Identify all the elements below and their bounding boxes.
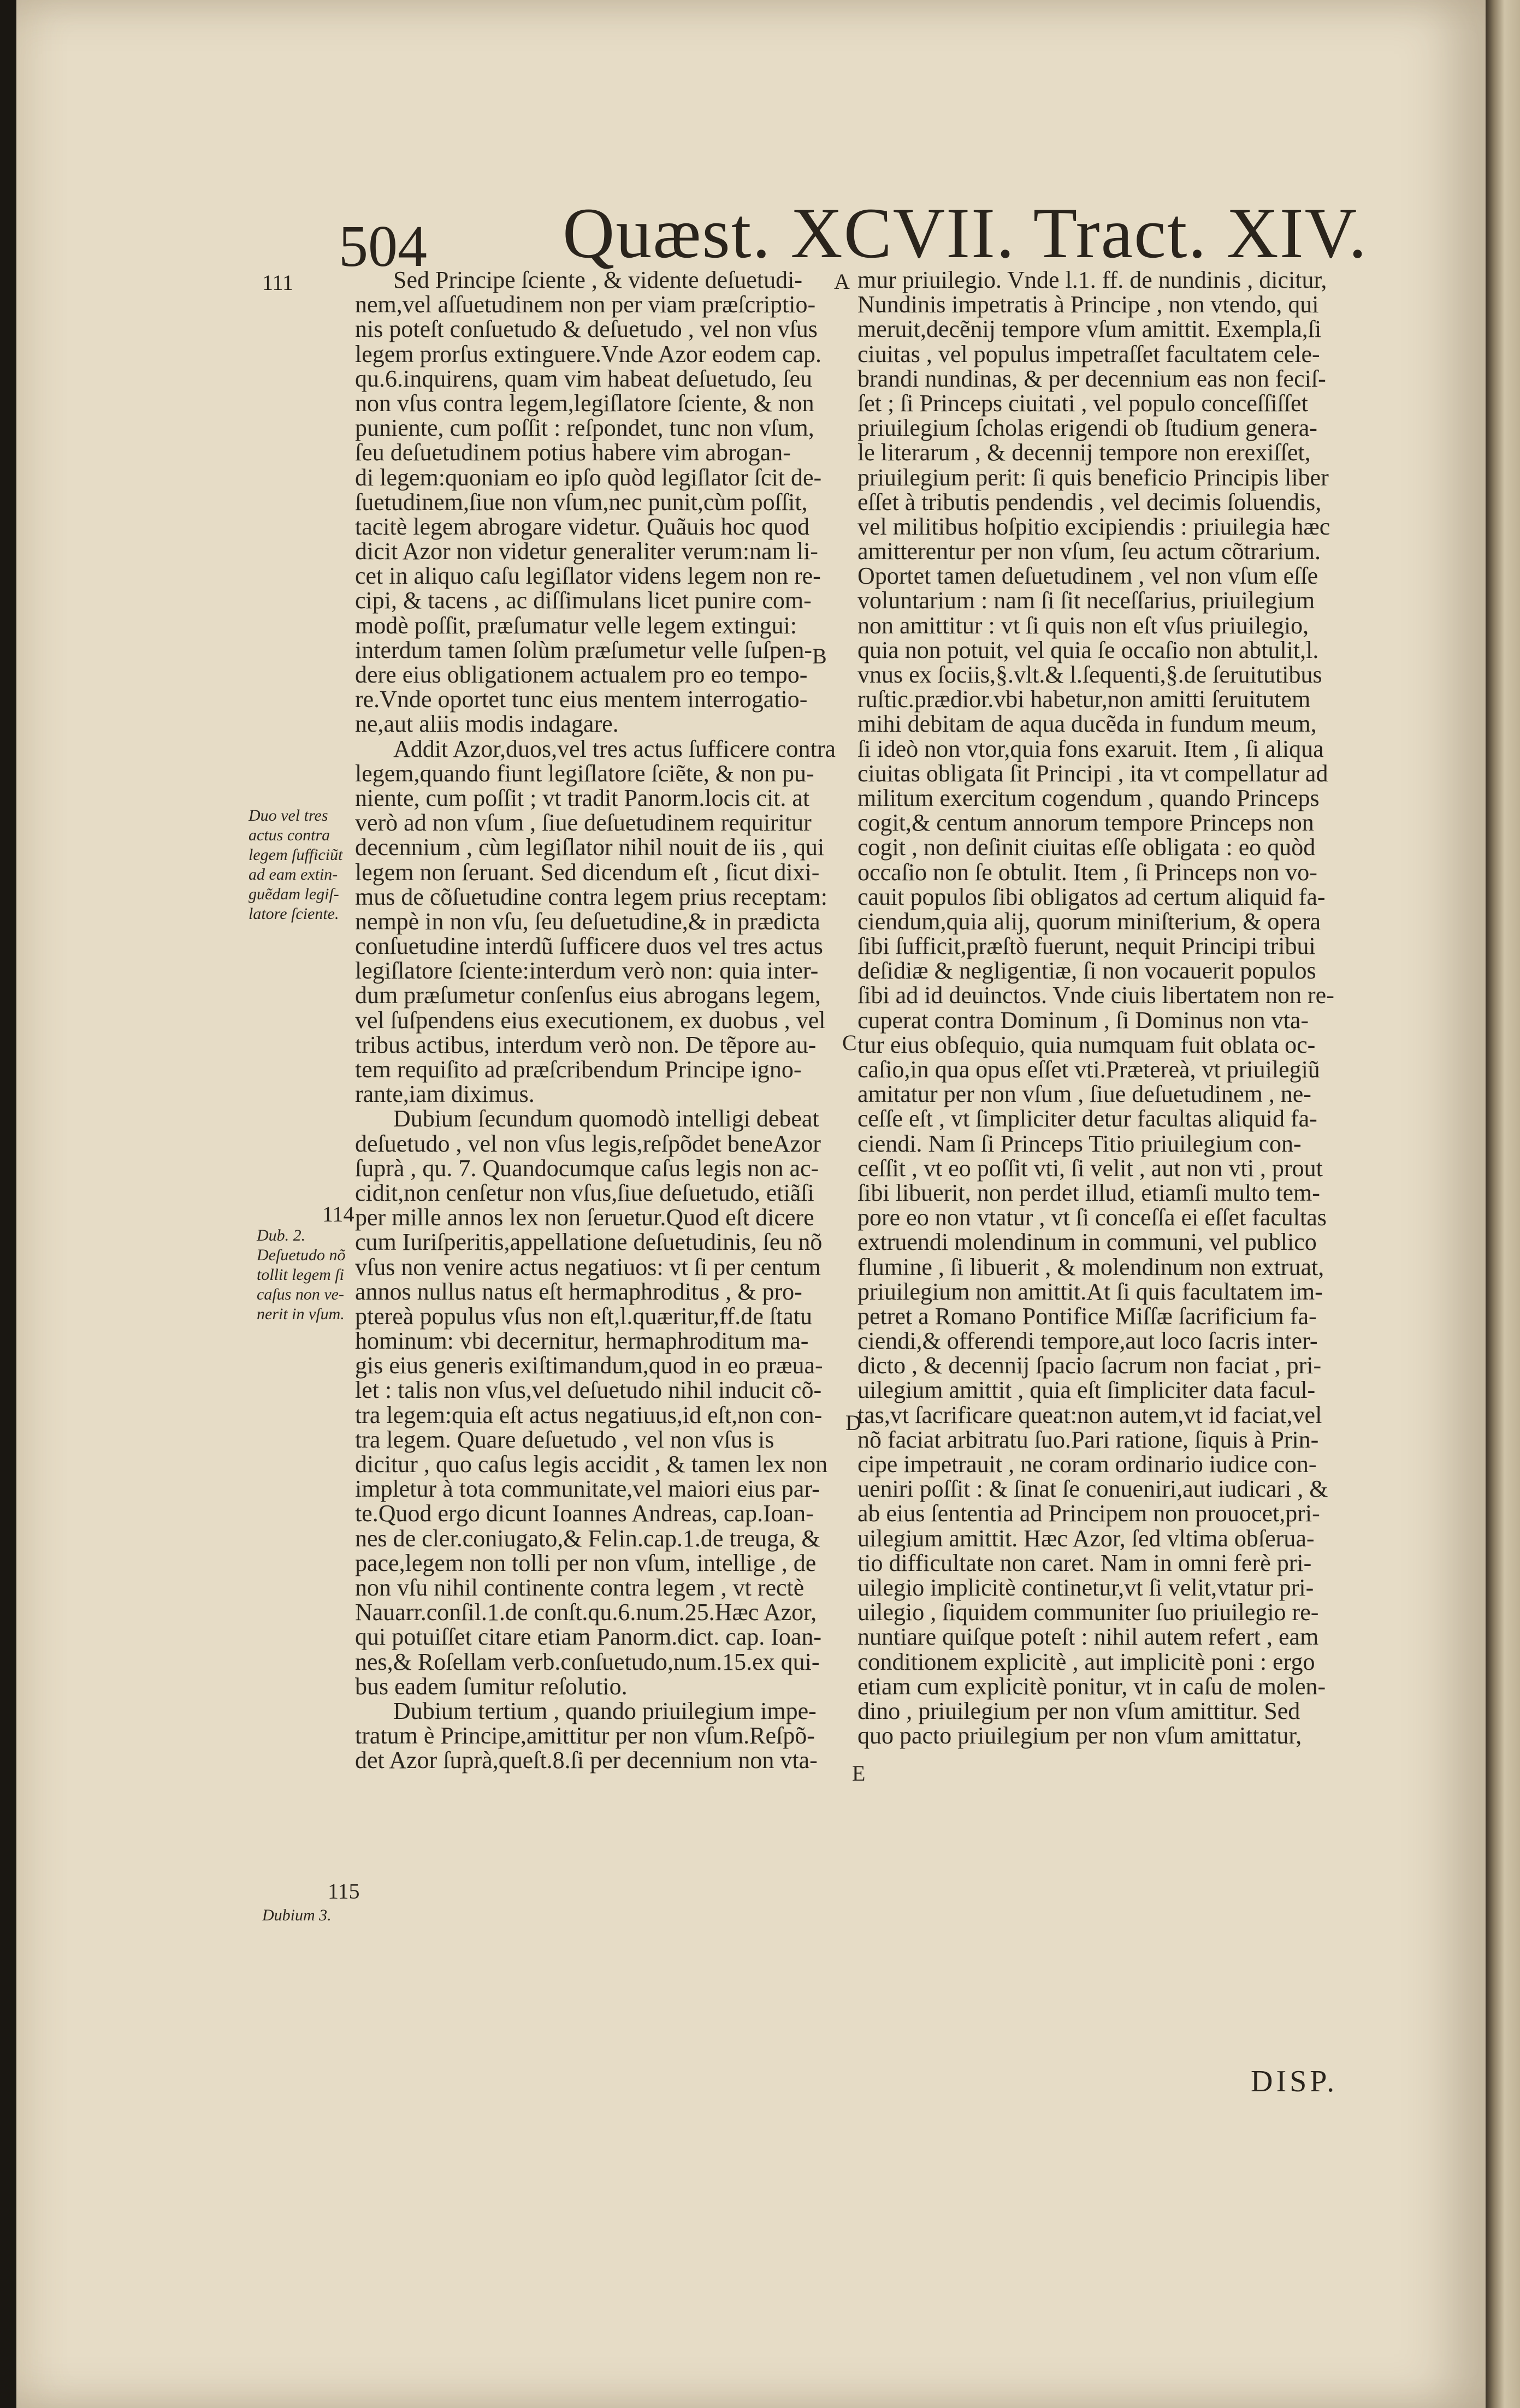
text-line: nes,& Roſellam verb.conſuetudo,num.15.ex qui-	[355, 1648, 820, 1675]
margin-note-line: guẽdam legiſ-	[249, 885, 339, 903]
text-line: amitterentur per non vſum, ſeu actum cõtrarium.	[857, 538, 1321, 565]
marker-c: C	[842, 1030, 857, 1055]
text-line: decennium , cùm legiſlator nihil nouit de iis , qui	[355, 834, 825, 861]
text-line: vel militibus hoſpitio excipiendis : priuilegia hæc	[857, 513, 1330, 540]
margin-note-line: tollit legem ſi	[257, 1266, 344, 1284]
text-line: tem requiſito ad præſcribendum Principe igno-	[355, 1056, 802, 1083]
text-line: cum Iuriſperitis,appellatione deſuetudinis, ſeu nõ	[355, 1229, 823, 1256]
text-line: nes de cler.coniugato,& Felin.cap.1.de treuga, &	[355, 1525, 820, 1552]
text-line: priuilegium non amittit.At ſi quis facultatem im-	[857, 1278, 1323, 1305]
text-line: legem prorſus extinguere.Vnde Azor eodem cap.	[355, 340, 822, 367]
text-line: cidit,non cenſetur non vſus,ſiue deſuetudo, etiãſi	[355, 1179, 814, 1206]
section-number-114: 114	[322, 1202, 354, 1226]
text-line: priuilegium perit: ſi quis beneficio Principis liber	[857, 464, 1329, 491]
marker-a: A	[834, 269, 850, 294]
margin-note-line: actus contra	[249, 826, 330, 844]
text-line: ab eius ſententia ad Principem non prouocet,pri-	[857, 1500, 1320, 1527]
margin-note-line: caſus non ve-	[257, 1285, 344, 1303]
page-number: 504	[339, 214, 427, 279]
text-line: legem non ſeruant. Sed dicendum eſt , ſicut dixi-	[355, 858, 820, 886]
text-line: voluntarium : nam ſi ſit neceſſarius, priuilegium	[857, 587, 1315, 614]
text-line: mus de cõſuetudine contra legem prius receptam:	[355, 883, 828, 910]
text-line: mihi debitam de aqua ducẽda in fundum meum,	[857, 710, 1317, 738]
text-line: puniente, cum poſſit : reſpondet, tunc non vſum,	[355, 414, 814, 442]
text-line: dicit Azor non videtur generaliter verum:nam li-	[355, 538, 818, 565]
text-line: dere eius obligationem actualem pro eo tempo-	[355, 661, 808, 688]
left-column	[355, 268, 841, 1772]
text-line: annos nullus natus eſt hermaphroditus , & pro-	[355, 1278, 802, 1305]
text-line: ſuetudinem,ſiue non vſum,nec punit,cùm poſſit,	[355, 488, 808, 515]
text-line: deſidiæ & negligentiæ, ſi non vocauerit populos	[857, 957, 1316, 984]
margin-note-line: ad eam extin-	[249, 865, 338, 883]
text-line: ſibi ſufficit,præſtò fuerunt, nequit Principi tribui	[857, 933, 1316, 960]
text-line: tur eius obſequio, quia numquam fuit oblata oc-	[857, 1031, 1316, 1058]
text-line: re.Vnde oportet tunc eius mentem interrogatio-	[355, 686, 808, 713]
text-line: non amittitur : vt ſi quis non eſt vſus priuilegio,	[857, 612, 1309, 639]
section-number-115: 115	[328, 1879, 360, 1903]
text-line: amitatur per non vſum , ſiue deſuetudinem , ne-	[857, 1081, 1311, 1108]
margin-note-line: Dubium 3.	[262, 1906, 332, 1924]
text-line: ciuitas obligata ſit Principi , ita vt compellatur ad	[857, 760, 1328, 787]
text-line: bus eadem ſumitur reſolutio.	[355, 1672, 628, 1700]
marker-b: B	[812, 644, 827, 668]
text-line: ſet ; ſi Princeps ciuitati , vel populo conceſſiſſet	[857, 389, 1308, 417]
text-line: cuperat contra Dominum , ſi Dominus non vta-	[857, 1006, 1309, 1034]
text-line: verò ad non vſum , ſiue deſuetudinem requiritur	[355, 809, 812, 837]
text-line: conſuetudine interdũ ſufficere duos vel tres actus	[355, 933, 823, 960]
text-line: ſeu deſuetudinem potius habere vim abrogan-	[355, 439, 791, 466]
text-line: te.Quod ergo dicunt Ioannes Andreas, cap.Ioan-	[355, 1500, 814, 1527]
text-line: legem,quando fiunt legiſlatore ſciẽte, & non pu-	[355, 760, 814, 787]
text-line: extruendi molendinum in communi, vel publico	[857, 1229, 1317, 1256]
text-line: niente, cum poſſit ; vt tradit Panorm.locis cit. at	[355, 784, 810, 811]
text-line: etiam cum explicitè ponitur, vt in caſu de molen-	[857, 1672, 1326, 1700]
text-line: Nauarr.conſil.1.de conſt.qu.6.num.25.Hæc Azor,	[355, 1599, 817, 1626]
text-line: det Azor ſuprà,queſt.8.ſi per decennium non vta-	[355, 1747, 818, 1774]
text-line: dicto , & decennij ſpacio ſacrum non faciat , pri-	[857, 1352, 1322, 1379]
text-line: caſio,in qua opus eſſet vti.Prætereà, vt priuilegiũ	[857, 1056, 1320, 1083]
text-line: ptereà populus vſus non eſt,l.quæritur,ff.de ſtatu	[355, 1302, 812, 1330]
text-line: cipe impetrauit , ne coram ordinario iudice con-	[857, 1451, 1317, 1478]
text-line: dino , priuilegium per non vſum amittitur. Sed	[857, 1697, 1300, 1724]
text-line: let : talis non vſus,vel deſuetudo nihil inducit cõ-	[355, 1377, 822, 1404]
text-line: gis eius generis exiſtimandum,quod in eo præua-	[355, 1352, 823, 1379]
text-line: di legem:quoniam eo ipſo quòd legiſlator ſcit de-	[355, 464, 822, 491]
text-line: nem,vel aſſuetudinem non per viam præſcriptio-	[355, 291, 816, 318]
text-line: quo pacto priuilegium per non vſum amittatur,	[857, 1722, 1302, 1749]
text-line: rante,iam diximus.	[355, 1081, 535, 1108]
text-line: non vſu nihil continente contra legem , vt rectè	[355, 1574, 805, 1601]
text-line: nõ faciat arbitratu ſuo.Pari ratione, ſiquis à Prin-	[857, 1426, 1319, 1453]
margin-note-dub3	[262, 1906, 371, 1925]
section-number-111: 111	[262, 270, 294, 295]
text-line: ueniri poſſit : & ſinat ſe conueniri,aut iudicari , &	[857, 1475, 1328, 1503]
text-line: meruit,decẽnij tempore vſum amittit. Exempla,ſi	[857, 316, 1322, 343]
text-line: per mille annos lex non ſeruetur.Quod eſt dicere	[355, 1204, 814, 1231]
text-line: hominum: vbi decernitur, hermaphroditum ma-	[355, 1327, 809, 1355]
text-line: qui potuiſſet citare etiam Panorm.dict. cap. Ioan-	[355, 1623, 822, 1651]
text-line: cipi, & tacens , ac diſſimulans licet punire com-	[355, 587, 812, 614]
text-line: quia non potuit, vel quia ſe occaſio non abtulit,l.	[857, 636, 1319, 663]
text-line: vnus ex ſociis,§.vlt.& l.ſequenti,§.de ſeruitutibus	[857, 661, 1322, 688]
text-line: pace,legem non tolli per non vſum, intellige , de	[355, 1549, 817, 1576]
text-line: ceſſit , vt eo poſſit vti, ſi velit , aut non vti , prout	[857, 1154, 1323, 1182]
text-line: dicitur , quo caſus legis accidit , & tamen lex non	[355, 1451, 828, 1478]
margin-note-line: Duo vel tres	[249, 806, 328, 825]
text-line: Dubium ſecundum quomodò intelligi debeat	[393, 1105, 819, 1132]
text-line: uilegio implicitè continetur,vt ſi velit,vtatur pri-	[857, 1574, 1314, 1601]
text-line: uilegium amittit , quia eſt ſimpliciter data facul-	[857, 1377, 1316, 1404]
text-line: Oportet tamen deſuetudinem , vel non vſum eſſe	[857, 562, 1318, 590]
text-line: ne,aut aliis modis indagare.	[355, 710, 619, 738]
text-line: ruſtic.prædior.vbi habetur,non amitti ſeruitutem	[857, 686, 1311, 713]
text-line: interdum tamen ſolùm præſumetur velle ſuſpen-	[355, 636, 813, 663]
text-line: cogit , non deſinit ciuitas eſſe obligata : eo quòd	[857, 834, 1316, 861]
text-line: legiſlatore ſciente:interdum verò non: quia inter-	[355, 957, 819, 984]
margin-note-line: Deſuetudo nõ	[257, 1246, 346, 1264]
right-column	[857, 268, 1344, 1748]
text-line: qu.6.inquirens, quam vim habeat deſuetudo, ſeu	[355, 365, 813, 392]
text-line: tribus actibus, interdum verò non. De tẽpore au-	[355, 1031, 817, 1058]
marker-e: E	[852, 1761, 866, 1786]
text-line: Nundinis impetratis à Principe , non vtendo, qui	[857, 291, 1319, 318]
text-line: tra legem:quia eſt actus negatiuus,id eſt,non con-	[355, 1401, 823, 1428]
text-line: petret a Romano Pontifice Miſſæ ſacrificium fa-	[857, 1302, 1317, 1330]
text-line: conditionem explicitè , aut implicitè poni : ergo	[857, 1648, 1315, 1675]
running-title: Quæst. XCVII. Tract. XIV.	[563, 193, 1368, 273]
page-header	[0, 169, 1520, 278]
text-line: ſibi ad id deuinctos. Vnde ciuis libertatem non re-	[857, 982, 1334, 1009]
text-line: non vſus contra legem,legiſlatore ſciente, & non	[355, 389, 814, 417]
text-line: Addit Azor,duos,vel tres actus ſufficere contra	[393, 735, 836, 762]
text-line: tacitè legem abrogare videtur. Quãuis hoc quod	[355, 513, 810, 540]
marker-d: D	[845, 1410, 861, 1435]
margin-note-line: legem ſufficiũt	[249, 846, 343, 864]
text-line: nuntiare quiſque poteſt : nihil autem refert , eam	[857, 1623, 1319, 1651]
catchword: DISP.	[1251, 2065, 1338, 2098]
text-line: tratum è Principe,amittitur per non vſum.Reſpõ-	[355, 1722, 815, 1749]
text-line: cogit,& centum annorum tempore Princeps non	[857, 809, 1314, 837]
text-line: nis poteſt conſuetudo & deſuetudo , vel non vſus	[355, 316, 818, 343]
text-line: ſi ideò non vtor,quia fons exaruit. Item , ſi aliqua	[857, 735, 1324, 762]
text-line: pore eo non vtatur , vt ſi conceſſa ei eſſet facultas	[857, 1204, 1327, 1231]
text-line: dum præſumetur conſenſus eius abrogans legem,	[355, 982, 821, 1009]
text-line: ceſſe eſt , vt ſimpliciter detur facultas aliquid fa-	[857, 1105, 1317, 1132]
text-line: vſus non venire actus negatiuos: vt ſi per centum	[355, 1253, 821, 1280]
text-line: priuilegium ſcholas erigendi ob ſtudium genera-	[857, 414, 1317, 442]
margin-note-dub2	[257, 1226, 366, 1324]
text-line: impletur à tota communitate,vel maiori eius par-	[355, 1475, 820, 1503]
text-line: Dubium tertium , quando priuilegium impe-	[393, 1697, 817, 1724]
margin-note-line: nerit in vſum.	[257, 1305, 345, 1323]
text-line: Sed Principe ſciente , & vidente deſuetudi-	[393, 266, 803, 293]
text-line: uilegium amittit. Hæc Azor, ſed vltima obſerua-	[857, 1525, 1315, 1552]
text-line: le literarum , & decennij tempore non erexiſſet,	[857, 439, 1311, 466]
text-line: tra legem. Quare deſuetudo , vel non vſus is	[355, 1426, 774, 1453]
text-line: ciendi. Nam ſi Princeps Titio priuilegium con-	[857, 1130, 1302, 1157]
text-line: uilegio , ſiquidem communiter ſuo priuilegio re-	[857, 1599, 1319, 1626]
text-line: tio difficultate non caret. Nam in omni ferè pri-	[857, 1549, 1312, 1576]
text-line: eſſet à tributis pendendis , vel decimis ſoluendis,	[857, 488, 1322, 515]
text-line: vel ſuſpendens eius executionem, ex duobus , vel	[355, 1006, 826, 1034]
text-line: nempè in non vſu, ſeu deſuetudine,& in prædicta	[355, 908, 820, 935]
page-edge	[1486, 0, 1520, 2408]
margin-note-actus	[249, 806, 358, 924]
text-line: brandi nundinas, & per decennium eas non feciſ-	[857, 365, 1326, 392]
text-line: cet in aliquo caſu legiſlator videns legem non re-	[355, 562, 821, 590]
text-line: ciendum,quia alij, quorum miniſterium, & opera	[857, 908, 1321, 935]
text-line: mur priuilegio. Vnde l.1. ff. de nundinis , dicitur,	[857, 266, 1327, 293]
text-line: militum exercitum cogendum , quando Princeps	[857, 784, 1320, 811]
text-line: ciuitas , vel populus impetraſſet facultatem cele-	[857, 340, 1320, 367]
text-line: deſuetudo , vel non vſus legis,reſpõdet beneAzor	[355, 1130, 821, 1157]
text-line: cauit populos ſibi obligatos ad certum aliquid fa-	[857, 883, 1326, 910]
text-line: occaſio non ſe obtulit. Item , ſi Princeps non vo-	[857, 858, 1317, 886]
text-line: ſuprà , qu. 7. Quandocumque caſus legis non ac-	[355, 1154, 819, 1182]
margin-note-line: latore ſciente.	[249, 905, 339, 923]
text-line: tas,vt ſacrificare queat:non autem,vt id faciat,vel	[857, 1401, 1322, 1428]
text-line: flumine , ſi libuerit , & molendinum non extruat,	[857, 1253, 1324, 1280]
text-line: ſibi libuerit, non perdet illud, etiamſi multo tem-	[857, 1179, 1320, 1206]
text-line: ciendi,& offerendi tempore,aut loco ſacris inter-	[857, 1327, 1318, 1355]
margin-note-line: Dub. 2.	[257, 1226, 306, 1244]
text-line: modè poſſit, præſumatur velle legem extingui:	[355, 612, 797, 639]
